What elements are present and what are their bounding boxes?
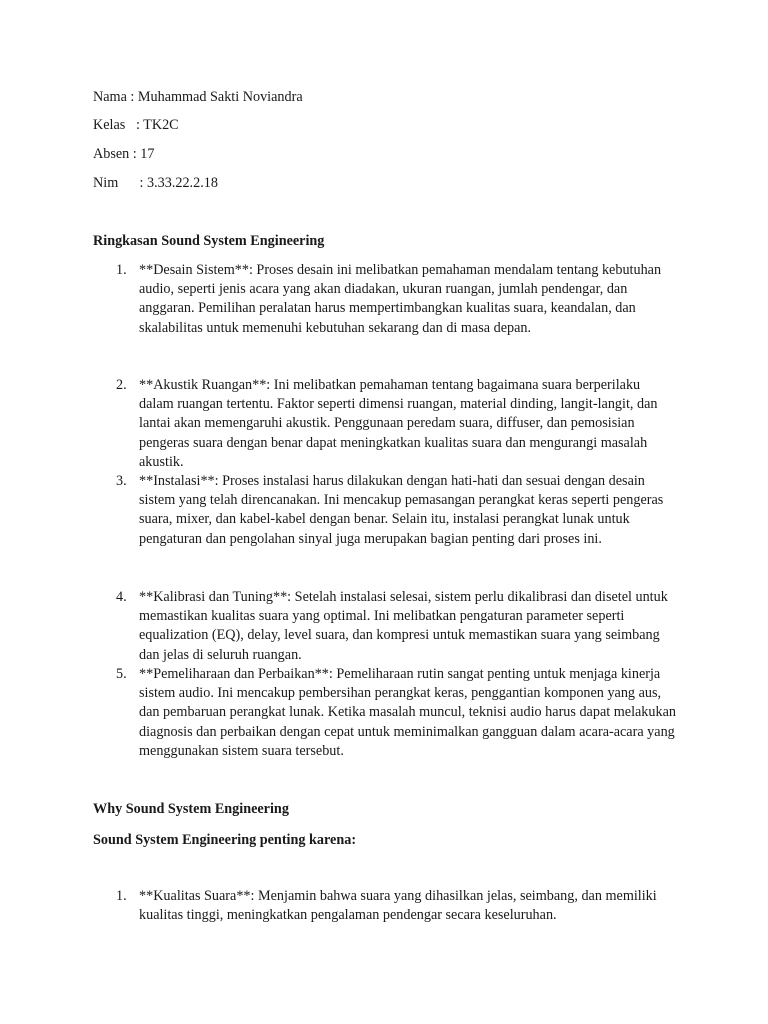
list-item-text: **Desain Sistem**: Proses desain ini melibatkan pemahaman mendalam tentang kebutuhan audio, seperti jenis acara yang akan diadakan, ukuran ruangan, jumlah pendengar, dan anggaran. Pemilihan peralatan harus mempertimbangkan kualitas suara, keandalan, dan skalabilitas untuk memenuhi kebutuhan sekarang dan di masa depan. <box>139 262 662 336</box>
list-item-text: **Instalasi**: Proses instalasi harus dilakukan dengan hati-hati dan sesuai dengan desain sistem yang telah direncanakan. Ini mencakup pemasangan perangkat keras seperti pengeras suara, mixer, dan kabel-kabel dengan benar. Selain itu, instalasi perangkat lunak untuk pengaturan dan pengolahan sinyal juga merupakan bagian penting dari proses ini. <box>139 473 664 547</box>
list-item-text: **Kalibrasi dan Tuning**: Setelah instalasi selesai, sistem perlu dikalibrasi dan disetel untuk memastikan kualitas suara yang optimal. Ini melibatkan pengaturan parameter seperti equalization (EQ), delay, level suara, dan kompresi untuk memastikan suara yang seimbang dan jelas di seluruh ruangan. <box>139 589 668 663</box>
list-item-number: 3. <box>116 473 127 489</box>
student-absen: Absen : 17 <box>93 146 155 162</box>
list-item-number: 1. <box>116 262 127 278</box>
list-item-number: 4. <box>116 589 127 605</box>
section-title-why: Why Sound System Engineering <box>93 801 289 817</box>
list-item-text: **Akustik Ruangan**: Ini melibatkan pemahaman tentang bagaimana suara berperilaku dalam ruangan tertentu. Faktor seperti dimensi ruangan, material dinding, langit-langit, dan lantai akan memengaruhi akustik. Penggunaan peredam suara, diffuser, dan pemosisian pengeras suara dengan benar dapat meningkatkan kualitas suara dan mengurangi masalah akustik. <box>139 377 658 470</box>
section-title-ringkasan: Ringkasan Sound System Engineering <box>93 233 325 249</box>
list-item-text: **Pemeliharaan dan Perbaikan**: Pemeliharaan rutin sangat penting untuk menjaga kinerja sistem audio. Ini mencakup pembersihan perangkat keras, penggantian komponen yang aus, dan pembaruan perangkat lunak. Ketika masalah muncul, teknisi audio harus dapat melakukan diagnosis dan perbaikan dengan cepat untuk meminimalkan gangguan dalam acara-acara yang menggunakan sistem suara tersebut. <box>139 666 676 759</box>
section-subtitle: Sound System Engineering penting karena: <box>93 832 357 848</box>
list-item-text: **Kualitas Suara**: Menjamin bahwa suara yang dihasilkan jelas, seimbang, dan memiliki kualitas tinggi, meningkatkan pengalaman pendengar secara keseluruhan. <box>139 888 657 924</box>
list-item-number: 5. <box>116 666 127 682</box>
student-name: Nama : Muhammad Sakti Noviandra <box>93 89 303 105</box>
student-nim: Nim : 3.33.22.2.18 <box>93 175 218 191</box>
list-item-number: 1. <box>116 888 127 904</box>
list-item-number: 2. <box>116 377 127 393</box>
student-class: Kelas : TK2C <box>93 117 179 133</box>
